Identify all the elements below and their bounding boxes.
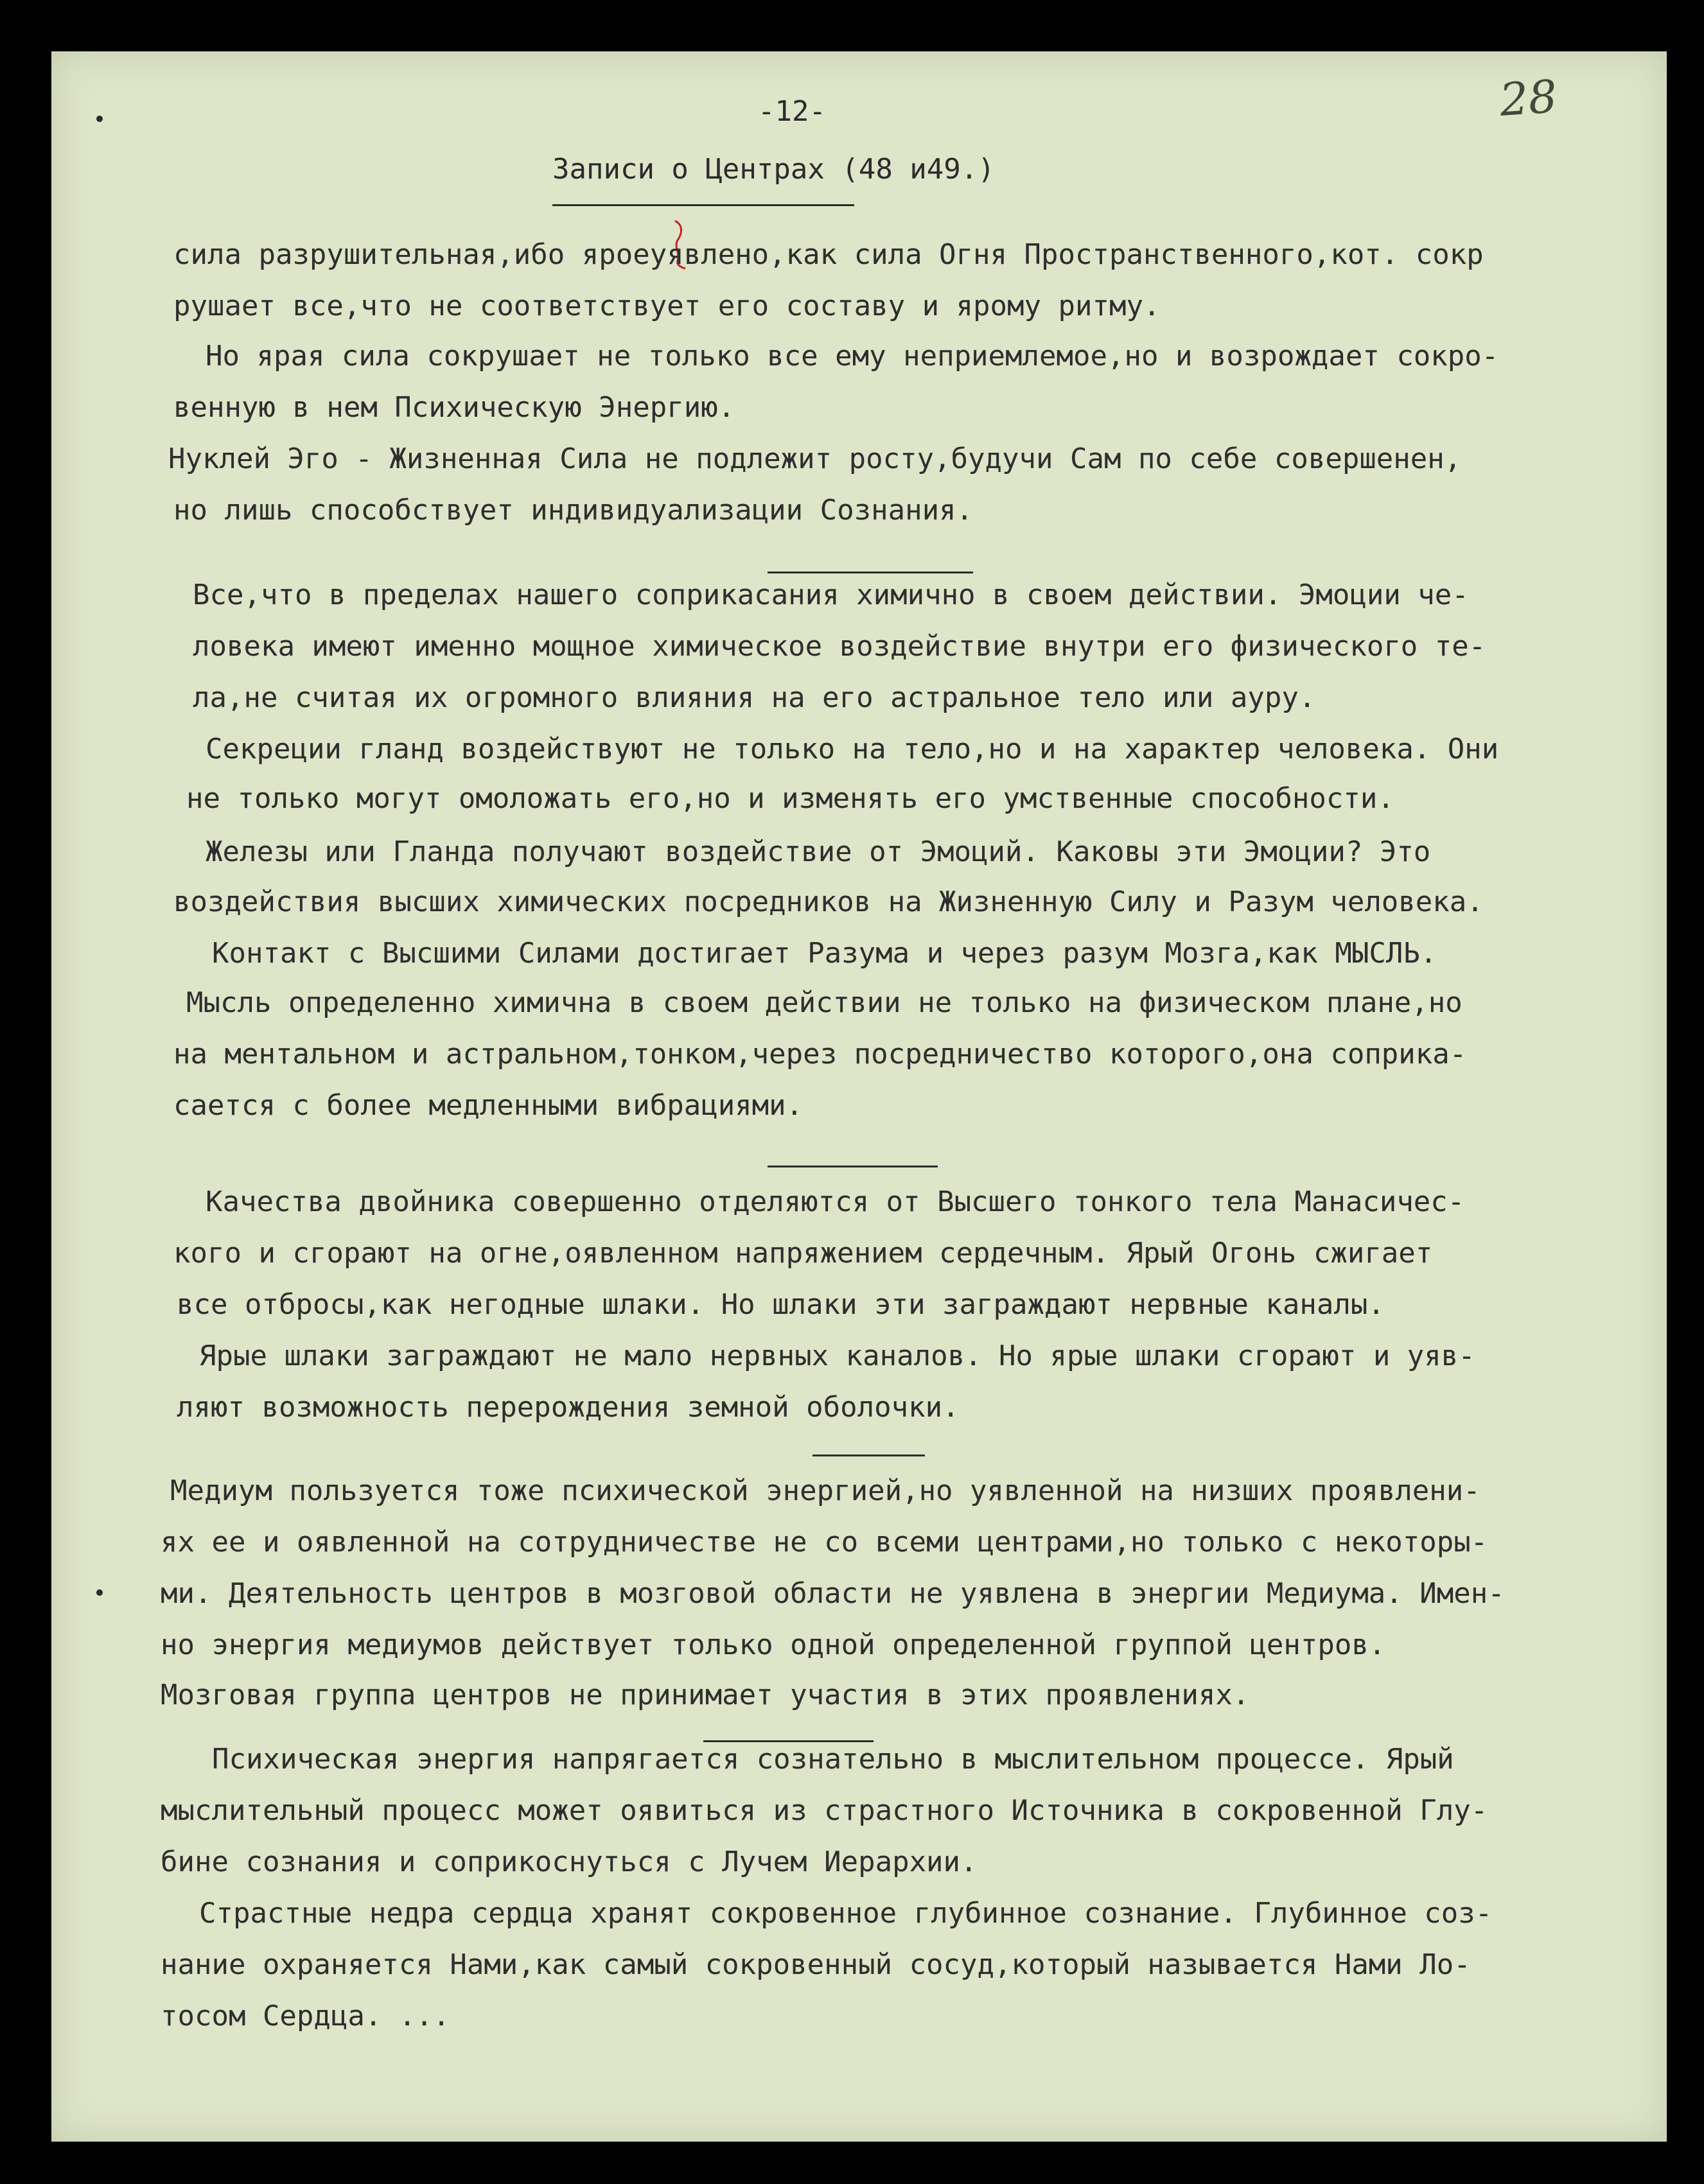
- text-line: Ярые шлаки заграждают не мало нервных каналов. Но ярые шлаки сгорают и уяв-: [199, 1340, 1475, 1372]
- text-line: ми. Деятельность центров в мозговой области не уявлена в энергии Медиума. Имен-: [161, 1577, 1505, 1610]
- text-line: но лишь способствует индивидуализации Сознания.: [173, 494, 974, 527]
- handwritten-page-number: 28: [1498, 69, 1559, 127]
- text-line: нание охраняется Нами,как самый сокровенный сосуд,который называется Нами Ло-: [161, 1948, 1471, 1981]
- text-line: Но ярая сила сокрушает не только все ему неприемлемое,но и возрождает сокро-: [206, 340, 1499, 372]
- text-line: Медиум пользуется тоже психической энергией,но уявленной на низших проявлени-: [170, 1474, 1480, 1507]
- text-line: Нуклей Эго - Жизненная Сила не подлежит росту,будучи Сам по себе совершенен,: [168, 442, 1462, 475]
- section-divider: [768, 572, 973, 573]
- text-line: Качества двойника совершенно отделяются от Высшего тонкого тела Манасичес-: [206, 1185, 1465, 1218]
- text-line: Страстные недра сердца хранят сокровенное глубинное сознание. Глубинное соз-: [199, 1897, 1493, 1930]
- text-line: мыслительный процесс может оявиться из страстного Источника в сокровенной Глу-: [161, 1794, 1488, 1827]
- text-line: венную в нем Психическую Энергию.: [173, 391, 735, 424]
- text-line: Все,что в пределах нашего соприкасания химично в своем действии. Эмоции че-: [193, 579, 1469, 611]
- text-line: кого и сгорают на огне,оявленном напряжением сердечным. Ярый Огонь сжигает: [173, 1237, 1433, 1270]
- text-line: Мозговая группа центров не принимает участия в этих проявлениях.: [161, 1679, 1250, 1711]
- text-line: тосом Сердца. ...: [161, 2000, 450, 2032]
- typed-page-number: -12-: [758, 95, 826, 128]
- section-divider: [703, 1740, 874, 1742]
- text-line: сила разрушительная,ибо яроеуявлено,как сила Огня Пространственного,кот. сокр: [173, 238, 1484, 271]
- text-line: ях ее и оявленной на сотрудничестве не со всеми центрами,но только с некоторы-: [161, 1526, 1488, 1559]
- text-line: Железы или Гланда получают воздействие от Эмоций. Каковы эти Эмоции? Это: [206, 835, 1431, 868]
- text-line: рушает все,что не соответствует его составу и ярому ритму.: [173, 290, 1161, 322]
- section-divider: [812, 1455, 925, 1456]
- text-line: ляют возможность перерождения земной оболочки.: [177, 1391, 960, 1424]
- text-line: на ментальном и астральном,тонком,через посредничество которого,она соприка-: [173, 1038, 1467, 1070]
- punch-hole-middle: [96, 1589, 103, 1596]
- text-line: Контакт с Высшими Силами достигает Разума и через разум Мозга,как МЫСЛЬ.: [212, 937, 1437, 970]
- text-line: все отбросы,как негодные шлаки. Но шлаки эти заграждают нервные каналы.: [177, 1288, 1385, 1321]
- punch-hole-top: [96, 116, 103, 122]
- page-title: Записи о Центрах (48 и49.): [552, 153, 995, 186]
- text-line: Секреции гланд воздействуют не только на тело,но и на характер человека. Они: [206, 733, 1499, 765]
- text-line: ловека имеют именно мощное химическое воздействие внутри его физического те-: [193, 630, 1486, 663]
- text-line: ла,не считая их огромного влияния на его астральное тело или ауру.: [193, 681, 1316, 714]
- text-line: сается с более медленными вибрациями.: [173, 1089, 804, 1122]
- text-line: Мысль определенно химична в своем действии не только на физическом плане,но: [186, 986, 1462, 1019]
- text-line: бине сознания и соприкоснуться с Лучем Иерархии.: [161, 1846, 978, 1878]
- bleed-through-text: [154, 58, 996, 215]
- text-line: Психическая энергия напрягается сознательно в мыслительном процессе. Ярый: [212, 1743, 1454, 1776]
- text-line: воздействия высших химических посредников на Жизненную Силу и Разум человека.: [173, 886, 1484, 918]
- title-underline: [552, 204, 854, 206]
- text-line: но энергия медиумов действует только одной определенной группой центров.: [161, 1629, 1386, 1661]
- text-line: не только могут омоложать его,но и изменять его умственные способности.: [186, 782, 1394, 815]
- section-divider: [768, 1166, 938, 1167]
